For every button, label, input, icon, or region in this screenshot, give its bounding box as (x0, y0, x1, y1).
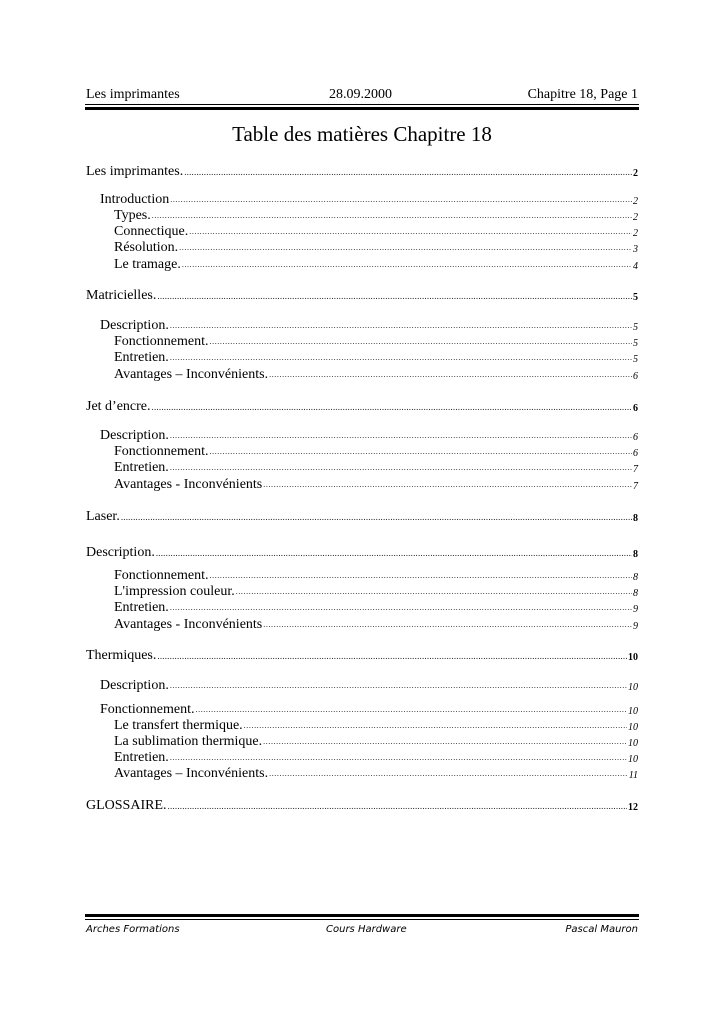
toc-entry-page: 11 (628, 770, 638, 781)
toc-dot-leader (157, 651, 627, 661)
toc-entry[interactable] (100, 702, 638, 718)
toc-entry-label: Connectique. (114, 224, 189, 239)
toc-entry-label: Entretien. (114, 750, 169, 765)
header-rule-thin (85, 104, 639, 105)
toc-entry-page: 2 (633, 168, 638, 179)
toc-entry[interactable] (114, 350, 638, 366)
toc-entry-page: 10 (628, 754, 638, 765)
footer-left: Arches Formations (86, 924, 180, 935)
toc-entry-page: 5 (633, 292, 638, 303)
footer-center: Cours Hardware (326, 924, 407, 935)
toc-entry[interactable] (114, 367, 638, 383)
toc-dot-leader (263, 620, 632, 630)
toc-dot-leader (179, 243, 632, 253)
toc-entry[interactable] (114, 617, 638, 633)
toc-entry[interactable] (114, 208, 638, 224)
toc-entry[interactable] (114, 766, 638, 782)
toc-entry[interactable] (114, 334, 638, 350)
toc-dot-leader (168, 801, 627, 811)
toc-dot-leader (210, 337, 633, 347)
toc-entry-page: 9 (633, 604, 638, 615)
toc-entry-label: Fonctionnement. (114, 568, 209, 583)
toc-entry-page: 12 (628, 802, 638, 813)
toc-dot-leader (210, 447, 633, 457)
toc-dot-leader (152, 211, 632, 221)
toc-entry-page: 9 (633, 621, 638, 632)
page-title: Table des matières Chapitre 18 (232, 122, 492, 146)
toc-entry-page: 10 (628, 706, 638, 717)
toc-entry[interactable] (114, 444, 638, 460)
toc-entry-page: 5 (633, 354, 638, 365)
toc-dot-leader (196, 705, 628, 715)
toc-entry-label: Laser. (86, 509, 120, 524)
toc-dot-leader (170, 603, 632, 613)
toc-entry-page: 5 (633, 322, 638, 333)
toc-entry-page: 6 (633, 448, 638, 459)
toc-dot-leader (170, 463, 632, 473)
toc-dot-leader (170, 681, 627, 691)
toc-entry-page: 6 (633, 432, 638, 443)
header-left: Les imprimantes (86, 87, 180, 102)
toc-entry-label: Matricielles. (86, 288, 157, 303)
toc-entry-label: Résolution. (114, 240, 179, 255)
toc-entry-label: Avantages – Inconvénients. (114, 367, 269, 382)
toc-entry-page: 4 (633, 261, 638, 272)
toc-entry[interactable] (86, 648, 638, 664)
toc-entry[interactable] (114, 224, 638, 240)
toc-entry[interactable] (114, 257, 638, 273)
toc-entry[interactable] (100, 678, 638, 694)
footer-rule-thin (85, 919, 639, 920)
toc-entry-label: Description. (100, 318, 169, 333)
toc-entry-page: 2 (633, 212, 638, 223)
toc-dot-leader (189, 227, 632, 237)
toc-dot-leader (170, 353, 632, 363)
toc-entry-label: Avantages – Inconvénients. (114, 766, 269, 781)
toc-entry[interactable] (100, 428, 638, 444)
toc-entry-page: 10 (628, 652, 638, 663)
toc-entry[interactable] (114, 600, 638, 616)
toc-entry-label: L'impression couleur. (114, 584, 235, 599)
toc-entry-label: Jet d’encre. (86, 399, 151, 414)
toc-entry[interactable] (114, 584, 638, 600)
toc-dot-leader (170, 195, 632, 205)
toc-entry-page: 7 (633, 481, 638, 492)
toc-dot-leader (182, 260, 632, 270)
toc-entry-label: Le transfert thermique. (114, 718, 243, 733)
toc-entry[interactable] (114, 240, 638, 256)
toc-entry[interactable] (100, 318, 638, 334)
toc-dot-leader (269, 769, 628, 779)
toc-entry-label: Types. (114, 208, 151, 223)
toc-entry-label: Avantages - Inconvénients (114, 617, 263, 632)
toc-entry-label: Entretien. (114, 350, 169, 365)
toc-entry-page: 3 (633, 244, 638, 255)
toc-dot-leader (244, 721, 627, 731)
toc-entry-page: 7 (633, 464, 638, 475)
toc-entry-label: Description. (100, 678, 169, 693)
toc-entry-page: 8 (633, 572, 638, 583)
footer-right: Pascal Mauron (565, 924, 638, 935)
toc-entry-page: 10 (628, 682, 638, 693)
toc-entry[interactable] (114, 568, 638, 584)
toc-dot-leader (121, 512, 632, 522)
toc-entry[interactable] (86, 288, 638, 304)
toc-dot-leader (263, 480, 632, 490)
toc-entry-label: Fonctionnement. (100, 702, 195, 717)
toc-entry[interactable] (114, 477, 638, 493)
toc-entry[interactable] (86, 545, 638, 561)
toc-entry-label: Fonctionnement. (114, 334, 209, 349)
toc-entry-page: 6 (633, 371, 638, 382)
toc-entry-page: 8 (633, 513, 638, 524)
toc-entry-label: Entretien. (114, 460, 169, 475)
footer-rule-thick (85, 914, 639, 917)
toc-entry[interactable] (114, 718, 638, 734)
toc-entry-label: Fonctionnement. (114, 444, 209, 459)
toc-entry-label: GLOSSAIRE. (86, 798, 167, 813)
toc-entry-label: Introduction (100, 192, 170, 207)
toc-entry-label: Description. (100, 428, 169, 443)
toc-entry[interactable] (114, 460, 638, 476)
toc-dot-leader (269, 370, 632, 380)
toc-entry[interactable] (86, 399, 638, 415)
toc-entry-label: Description. (86, 545, 155, 560)
toc-entry-page: 8 (633, 549, 638, 560)
toc-entry-label: Thermiques. (86, 648, 157, 663)
toc-entry[interactable] (114, 734, 638, 750)
toc-entry[interactable] (100, 192, 638, 208)
header-date: 28.09.2000 (329, 87, 392, 102)
header-right: Chapitre 18, Page 1 (527, 87, 638, 102)
toc-entry-page: 10 (628, 722, 638, 733)
toc-dot-leader (156, 548, 632, 558)
toc-entry-page: 8 (633, 588, 638, 599)
toc-entry-label: La sublimation thermique. (114, 734, 263, 749)
header-rule-thick (85, 107, 639, 110)
toc-entry[interactable] (86, 509, 638, 525)
toc-entry-page: 10 (628, 738, 638, 749)
toc-entry-page: 6 (633, 403, 638, 414)
toc-entry-label: Le tramage. (114, 257, 181, 272)
toc-dot-leader (263, 737, 627, 747)
toc-entry-label: Avantages - Inconvénients (114, 477, 263, 492)
toc-entry[interactable] (86, 164, 638, 180)
toc-dot-leader (184, 167, 632, 177)
toc-dot-leader (170, 321, 632, 331)
toc-entry-page: 5 (633, 338, 638, 349)
toc-entry-label: Les imprimantes. (86, 164, 184, 179)
toc-dot-leader (170, 431, 632, 441)
toc-dot-leader (170, 753, 627, 763)
toc-dot-leader (210, 571, 633, 581)
toc-dot-leader (152, 402, 632, 412)
toc-entry[interactable] (86, 798, 638, 814)
toc-entry-page: 2 (633, 196, 638, 207)
toc-entry-label: Entretien. (114, 600, 169, 615)
toc-entry[interactable] (114, 750, 638, 766)
toc-dot-leader (236, 587, 632, 597)
toc-dot-leader (157, 291, 632, 301)
toc-entry-page: 2 (633, 228, 638, 239)
